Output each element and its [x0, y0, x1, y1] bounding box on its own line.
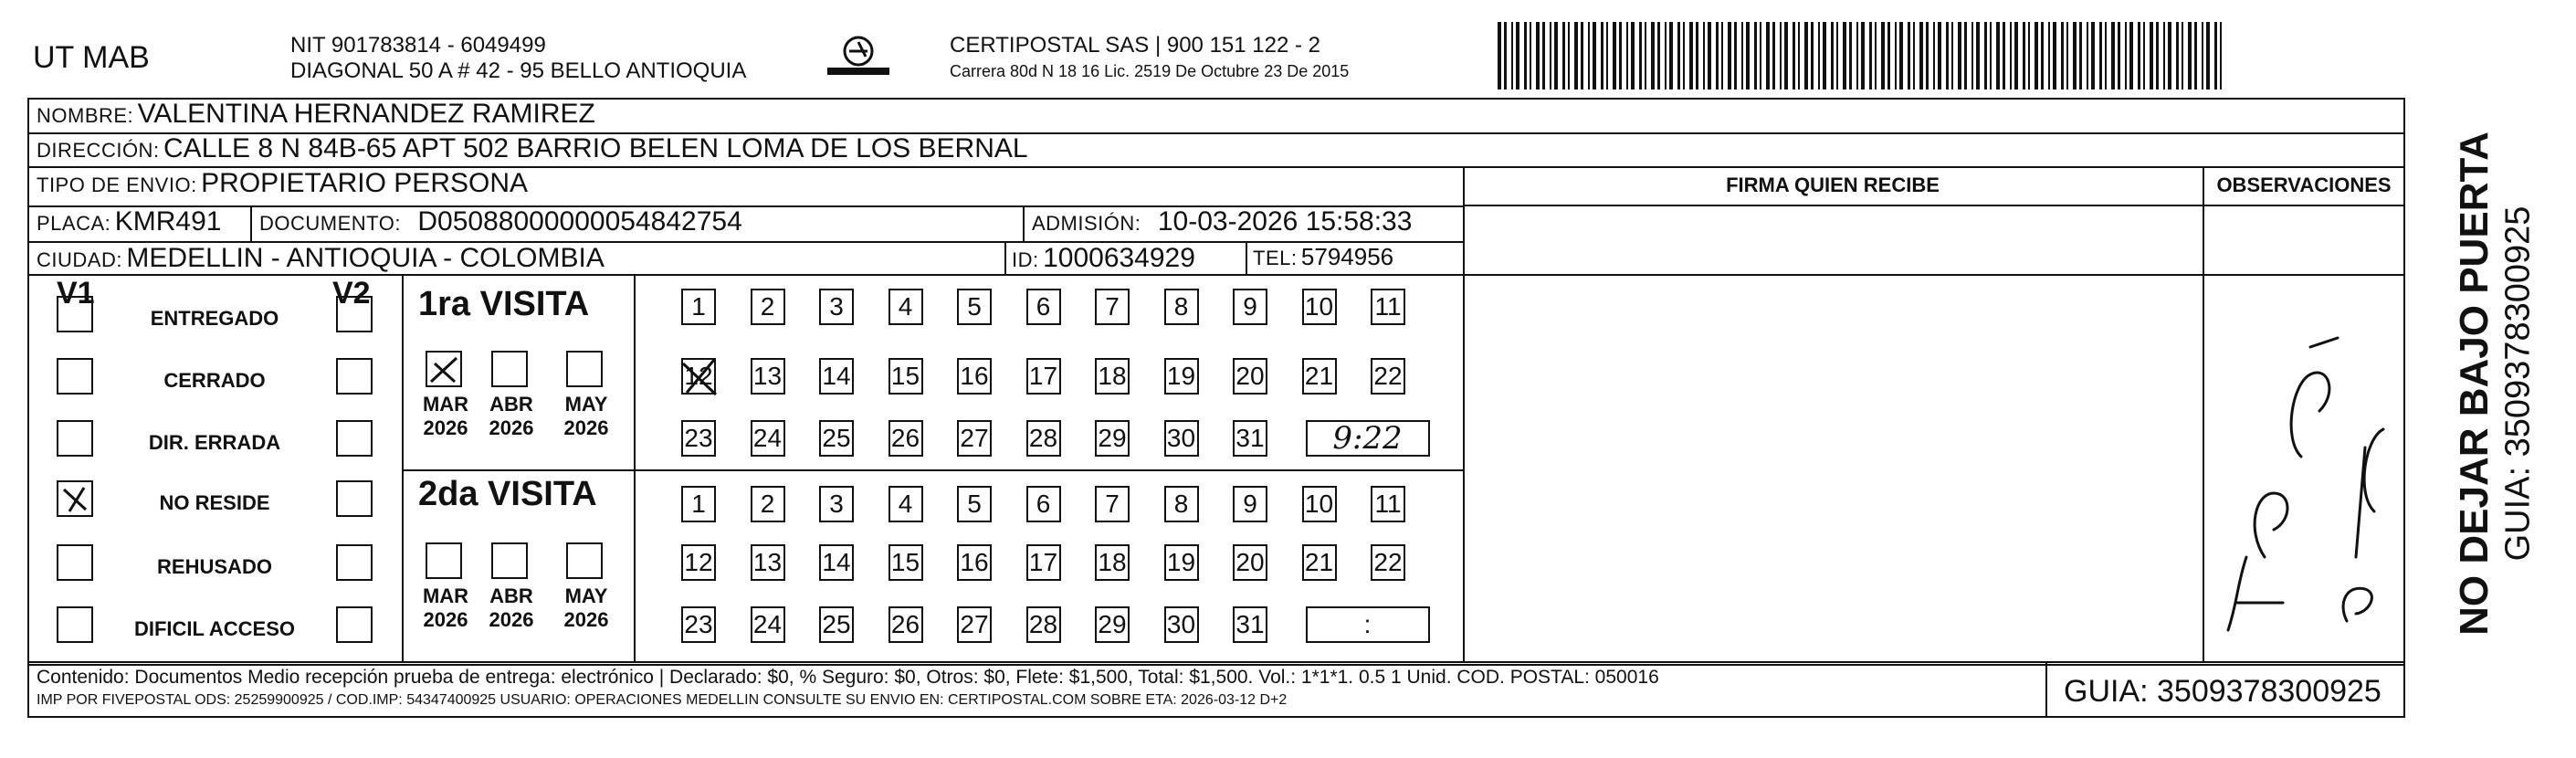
tel-field	[1253, 243, 1393, 271]
admission-value: 10-03-2026 15:58:33	[1157, 206, 1413, 237]
v2-checkbox[interactable]	[336, 544, 373, 581]
v1-checkbox[interactable]	[57, 480, 93, 517]
day-box[interactable]: 19	[1164, 358, 1199, 395]
address-row	[37, 133, 1028, 164]
footer-imp: IMP POR FIVEPOSTAL ODS: 25259900925 / COD.IMP: 54347400925 USUARIO: OPERACIONES MEDELLIN CONSULTE SU ENVIO EN: CERTIPOSTAL.COM SOBRE ETA: 2026-03-12 D+2	[37, 692, 1288, 708]
status-label: REHUSADO	[157, 555, 272, 578]
time-box[interactable]: :	[1306, 606, 1430, 643]
day-box[interactable]: 18	[1095, 544, 1130, 581]
day-box[interactable]: 11	[1371, 289, 1405, 325]
day-box[interactable]: 1	[681, 289, 716, 325]
v1-checkbox[interactable]	[57, 420, 93, 457]
admission-field	[1032, 206, 1412, 237]
admission-label: ADMISIÓN:	[1032, 212, 1141, 235]
time-box[interactable]: 9:22	[1306, 420, 1430, 457]
v2-label: V2	[332, 276, 371, 311]
day-box[interactable]: 18	[1095, 358, 1130, 395]
day-box[interactable]: 7	[1095, 289, 1130, 325]
company-nit: NIT 901783814 - 6049499	[290, 33, 546, 58]
month-label: MAY	[564, 584, 608, 607]
carrier-name: CERTIPOSTAL SAS | 900 151 122 - 2	[950, 33, 1320, 58]
v2-checkbox[interactable]	[336, 358, 373, 395]
day-box[interactable]: 15	[888, 358, 923, 395]
day-box[interactable]: 10	[1302, 289, 1337, 325]
status-label: DIFICIL ACCESO	[133, 617, 295, 640]
day-box[interactable]: 24	[751, 420, 785, 457]
carrier-license: Carrera 80d N 18 16 Lic. 2519 De Octubre 23 De 2015	[950, 62, 1350, 80]
day-box[interactable]: 2	[751, 486, 785, 522]
v1-checkbox[interactable]	[57, 606, 93, 643]
city-value: MEDELLIN - ANTIOQUIA - COLOMBIA	[126, 243, 605, 273]
day-box[interactable]: 26	[888, 606, 923, 643]
day-box[interactable]: 11	[1371, 486, 1405, 522]
status-label: CERRADO	[163, 369, 266, 392]
year-label: 2026	[563, 608, 609, 631]
day-box[interactable]: 8	[1164, 486, 1199, 522]
day-box[interactable]: 24	[751, 606, 785, 643]
day-box[interactable]: 9	[1233, 486, 1267, 522]
city-field	[37, 243, 605, 274]
v2-checkbox[interactable]	[336, 480, 373, 517]
day-box[interactable]: 27	[957, 420, 992, 457]
observations-header: OBSERVACIONES	[2216, 174, 2392, 196]
day-box[interactable]: 4	[888, 289, 923, 325]
footer-content: Contenido: Documentos Medio recepción prueba de entrega: electrónico | Declarado: $0, % Seguro: $0, Otros: $0, Flete: $1,500, Total: $1,500. Vol.: 1*1*1. 0.5 1 Unid. COD. POSTAL: 050016	[37, 667, 1659, 688]
document-value: D05088000000054842754	[417, 206, 742, 237]
month-checkbox[interactable]	[426, 351, 462, 387]
certipostal-logo	[822, 33, 895, 88]
v2-checkbox[interactable]	[336, 606, 373, 643]
year-label: 2026	[423, 608, 468, 631]
day-box[interactable]: 3	[819, 486, 854, 522]
tel-label: TEL:	[1253, 247, 1298, 269]
day-box[interactable]: 12	[681, 544, 716, 581]
day-box[interactable]: 20	[1233, 358, 1267, 395]
address-label: DIRECCIÓN:	[37, 139, 160, 162]
day-box[interactable]: 6	[1026, 486, 1061, 522]
v2-checkbox[interactable]	[336, 420, 373, 457]
year-label: 2026	[489, 416, 534, 439]
barcode	[1498, 22, 2228, 89]
v1-checkbox[interactable]	[57, 544, 93, 581]
day-box[interactable]: 25	[819, 420, 854, 457]
id-label: ID:	[1012, 248, 1039, 271]
day-box[interactable]: 14	[819, 358, 854, 395]
v1-checkbox[interactable]	[57, 358, 93, 395]
day-box[interactable]: 21	[1302, 358, 1337, 395]
month-checkbox[interactable]	[491, 351, 528, 387]
city-label: CIUDAD:	[37, 248, 122, 271]
day-box[interactable]: 25	[819, 606, 854, 643]
day-box[interactable]: 2	[751, 289, 785, 325]
month-checkbox[interactable]	[491, 542, 528, 579]
day-box[interactable]: 28	[1026, 606, 1061, 643]
day-box[interactable]: 5	[957, 289, 992, 325]
day-box[interactable]: 23	[681, 606, 716, 643]
day-box[interactable]: 30	[1164, 606, 1199, 643]
day-box[interactable]: 7	[1095, 486, 1130, 522]
day-box[interactable]: 21	[1302, 544, 1337, 581]
send-type-value: PROPIETARIO PERSONA	[201, 168, 529, 198]
signature-header: FIRMA QUIEN RECIBE	[1726, 174, 1940, 196]
day-box[interactable]: 17	[1026, 358, 1061, 395]
address-value: CALLE 8 N 84B-65 APT 502 BARRIO BELEN LOMA DE LOS BERNAL	[163, 133, 1028, 163]
day-box[interactable]: 19	[1164, 544, 1199, 581]
id-value: 1000634929	[1043, 243, 1195, 273]
tel-value: 5794956	[1300, 243, 1394, 270]
day-box[interactable]: 23	[681, 420, 716, 457]
send-type-row	[37, 168, 528, 199]
plate-value: KMR491	[114, 206, 222, 237]
day-box[interactable]: 1	[681, 486, 716, 522]
day-box[interactable]: 13	[751, 358, 785, 395]
day-box[interactable]: 29	[1095, 606, 1130, 643]
id-field	[1012, 243, 1195, 274]
day-box[interactable]: 22	[1371, 544, 1405, 581]
document-field	[259, 206, 742, 237]
month-label: MAR	[422, 584, 469, 607]
month-checkbox[interactable]	[566, 542, 603, 579]
v1-checkbox[interactable]	[57, 296, 93, 332]
day-box[interactable]: 17	[1026, 544, 1061, 581]
year-label: 2026	[423, 416, 468, 439]
day-box[interactable]: 6	[1026, 289, 1061, 325]
company-name: UT MAB	[33, 40, 150, 75]
observations-handwriting	[2210, 329, 2402, 658]
name-label: NOMBRE:	[37, 104, 134, 127]
document-label: DOCUMENTO:	[259, 212, 401, 235]
day-box[interactable]: 14	[819, 544, 854, 581]
day-box[interactable]: 13	[751, 544, 785, 581]
day-box[interactable]: 30	[1164, 420, 1199, 457]
footer-guide: GUIA: 3509378300925	[2064, 674, 2381, 709]
day-box[interactable]: 22	[1371, 358, 1405, 395]
status-label: NO RESIDE	[159, 491, 270, 514]
day-box[interactable]: 28	[1026, 420, 1061, 457]
day-box[interactable]: 9	[1233, 289, 1267, 325]
side-warning: NO DEJAR BAJO PUERTA	[2452, 132, 2497, 636]
send-type-label: TIPO DE ENVIO:	[37, 174, 197, 196]
day-box[interactable]: 16	[957, 358, 992, 395]
month-label: MAR	[422, 393, 469, 416]
day-box[interactable]: 4	[888, 486, 923, 522]
year-label: 2026	[563, 416, 609, 439]
name-value: VALENTINA HERNANDEZ RAMIREZ	[137, 99, 595, 129]
status-label: ENTREGADO	[150, 307, 279, 330]
plate-field	[37, 206, 221, 237]
month-label: ABR	[489, 393, 533, 416]
month-checkbox[interactable]	[426, 542, 462, 579]
plate-label: PLACA:	[37, 212, 111, 235]
v2-checkbox[interactable]	[336, 296, 373, 332]
month-label: MAY	[564, 393, 608, 416]
day-box[interactable]: 15	[888, 544, 923, 581]
day-box[interactable]: 26	[888, 420, 923, 457]
company-address: DIAGONAL 50 A # 42 - 95 BELLO ANTIOQUIA	[290, 58, 747, 83]
name-row	[37, 99, 595, 130]
day-box[interactable]: 29	[1095, 420, 1130, 457]
day-box[interactable]: 3	[819, 289, 854, 325]
day-box[interactable]: 12	[681, 358, 716, 395]
day-box[interactable]: 5	[957, 486, 992, 522]
visit2-title: 2da VISITA	[418, 475, 597, 513]
year-label: 2026	[489, 608, 534, 631]
day-box[interactable]: 10	[1302, 486, 1337, 522]
day-box[interactable]: 8	[1164, 289, 1199, 325]
month-label: ABR	[489, 584, 533, 607]
status-label: DIR. ERRADA	[148, 431, 281, 454]
day-box[interactable]: 20	[1233, 544, 1267, 581]
day-box[interactable]: 16	[957, 544, 992, 581]
day-box[interactable]: 31	[1233, 420, 1267, 457]
side-guide: GUIA: 3509378300925	[2498, 205, 2538, 562]
v1-label: V1	[57, 276, 95, 311]
day-box[interactable]: 31	[1233, 606, 1267, 643]
month-checkbox[interactable]	[566, 351, 603, 387]
day-box[interactable]: 27	[957, 606, 992, 643]
visit1-title: 1ra VISITA	[418, 285, 590, 323]
